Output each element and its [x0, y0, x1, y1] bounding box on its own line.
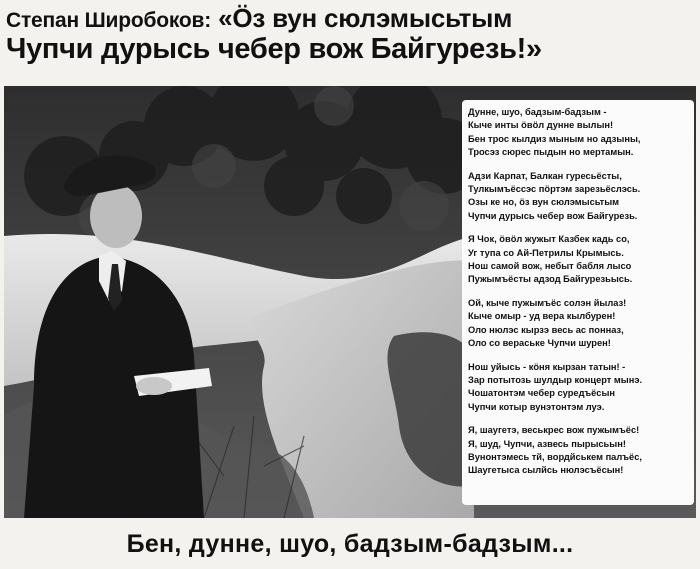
poem-line: Пужымъёсты адзод Байгурезьысь. [468, 274, 633, 285]
poem-stanzas [468, 106, 689, 478]
landscape-photo [4, 86, 696, 518]
poem-line: Уг тупа со Ай-Петрилы Крымысь. [468, 247, 624, 258]
poem-stanza [468, 170, 689, 224]
poem-line: Ой, кыче пужымъёс солэн йылаз! [468, 297, 627, 308]
headline-title-part-1: «Öз вун сюлэмысьтым [218, 3, 513, 33]
poem-stanza [468, 424, 689, 478]
headline [6, 4, 696, 66]
poem-line: Чупчи дурысь чебер вож Байгурезь. [468, 210, 638, 221]
poem-line: Зар потытозь шулдыр концерт мынэ. [468, 374, 643, 385]
poem-stanza [468, 361, 689, 415]
poem-line: Озы ке но, öз вун сюлэмысьтым [468, 197, 620, 208]
poem-line: Я, шуд, Чупчи, азвесь пырысьын! [468, 438, 626, 449]
headline-line-1 [6, 4, 696, 33]
poem-line: Оло нюлэс кырзэ весь ас понназ, [468, 324, 624, 335]
poem-line: Тулкымъёссэс пöртэм зарезьёслэсь. [468, 184, 641, 195]
photo-caption: Бен, дунне, шуо, бадзым-бадзым... [126, 530, 574, 558]
poem-line: Кыче инты öвöл дунне вылын! [468, 120, 614, 131]
poem-line: Дунне, шуо, бадзым-бадзым - [468, 107, 607, 117]
poem-line: Тросэз сюрес пыдын но мертамын. [468, 147, 634, 158]
poem-line: Шаугетыса сылйсь нюлэсъёсын! [468, 465, 624, 476]
poem-line: Вунонтэмесь тй, вордйськем палъёс, [468, 451, 642, 462]
poem-line: Бен трос кылдиз мыным но адзыны, [468, 133, 641, 144]
headline-title-part-2: Чупчи дурысь чебер вож Байгурезь!» [6, 33, 542, 66]
poem-line: Я, шаугетэ, веськрес вож пужымъёс! [468, 425, 640, 436]
poem-line: Чупчи котыр вунэтонтэм луэ. [468, 401, 605, 412]
poem-line: Чошатонтэм чебер суредъёсын [468, 388, 616, 399]
poem-line: Оло со вераське Чупчи шурен! [468, 338, 611, 349]
poem-line: Я Чок, öвöл жужыт Казбек кадь со, [468, 234, 630, 245]
poem-line: Адзи Карпат, Балкан гуресьёсты, [468, 170, 622, 181]
poem-stanza [468, 233, 689, 287]
poem-line: Нош самой вож, небыт бабля лысо [468, 261, 632, 272]
poem-line: Нош уйысь - кöня кырзан татын! - [468, 361, 626, 372]
poem-box [462, 100, 694, 505]
author-name: Степан Широбоков: [6, 9, 212, 32]
poem-stanza [468, 297, 689, 351]
poem-line: Кыче омыр - уд вера кылбурен! [468, 311, 616, 322]
poem-stanza [468, 106, 689, 160]
